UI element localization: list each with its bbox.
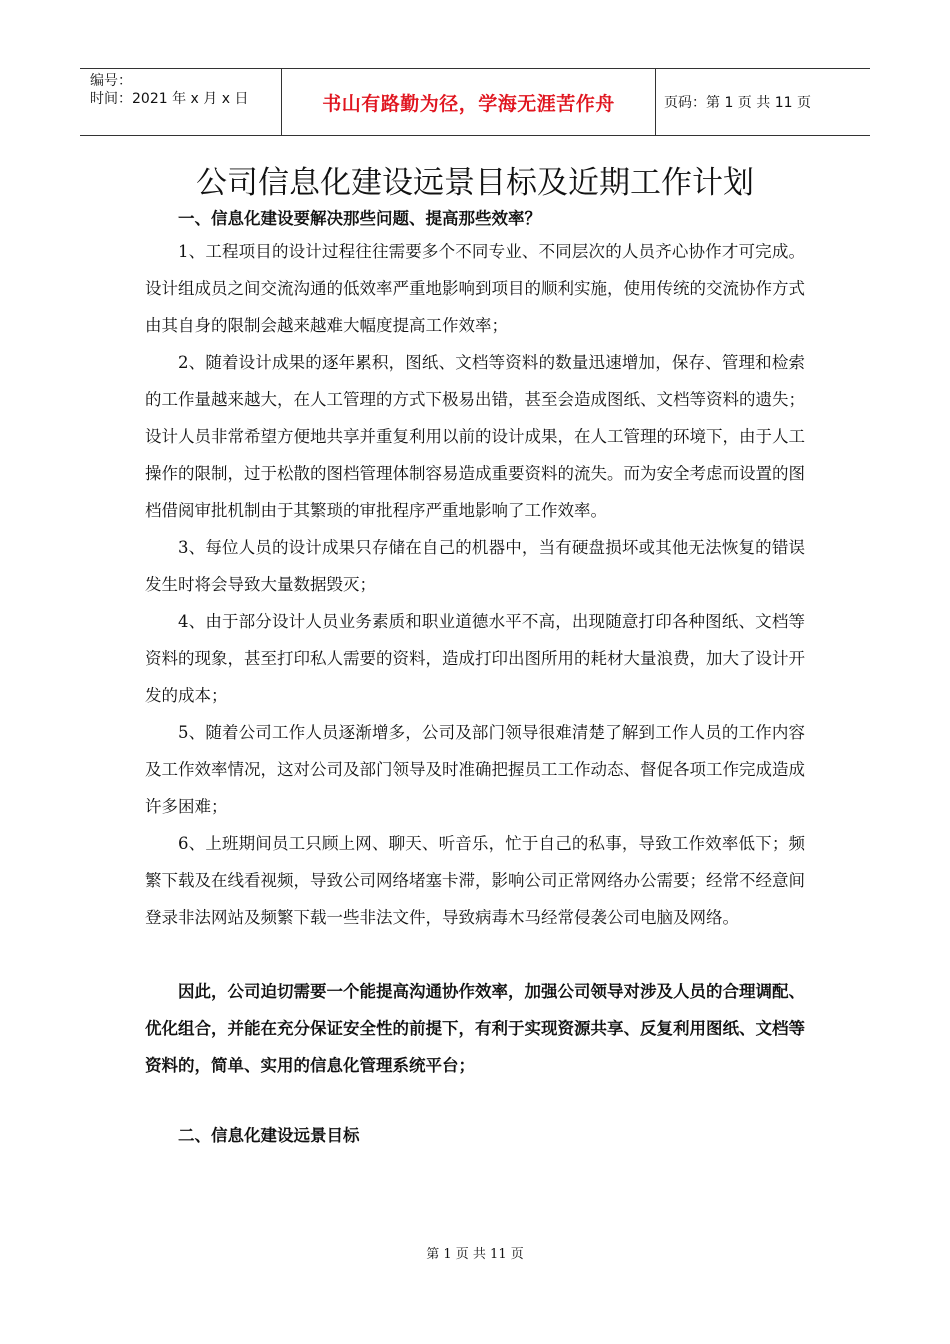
page-footer: 第 1 页 共 11 页 [426, 1247, 524, 1262]
number-label: 编号： [90, 73, 132, 89]
conclusion-paragraph: 因此，公司迫切需要一个能提高沟通协作效率，加强公司领导对涉及人员的合理调配、优化组合，并能在充分保证安全性的前提下，有利于实现资源共享、反复利用图纸、文档等资料的，简单、实用的信息化管理系统平台； [145, 982, 805, 1075]
document-header [80, 68, 870, 136]
body-paragraph: 6、上班期间员工只顾上网、聊天、听音乐，忙于自己的私事，导致工作效率低下；频繁下载及在线看视频，导致公司网络堵塞卡滞，影响公司正常网络办公需要；经常不经意间登录非法网站及频繁下载一些非法文件，导致病毒木马经常侵袭公司电脑及网络。 [145, 834, 805, 927]
header-meta [80, 69, 281, 135]
spacer [145, 1084, 805, 1122]
body-paragraph: 1、工程项目的设计过程往往需要多个不同专业、不同层次的人员齐心协作才可完成。设计组成员之间交流沟通的低效率严重地影响到项目的顺利实施，使用传统的交流协作方式由其自身的限制会越来越难大幅度提高工作效率； [145, 242, 805, 335]
document-title: 公司信息化建设远景目标及近期工作计划 [196, 165, 754, 201]
time-label: 时间：2021 年 x 月 x 日 [90, 91, 249, 107]
section-heading-1: 一、信息化建设要解决那些问题、提高那些效率？ [178, 209, 541, 228]
document-body [145, 205, 805, 1150]
header-motto: 书山有路勤为径，学海无涯苦作舟 [281, 69, 656, 135]
body-paragraph: 4、由于部分设计人员业务素质和职业道德水平不高，出现随意打印各种图纸、文档等资料的现象，甚至打印私人需要的资料，造成打印出图所用的耗材大量浪费，加大了设计开发的成本； [145, 612, 805, 705]
body-paragraph: 5、随着公司工作人员逐渐增多，公司及部门领导很难清楚了解到工作人员的工作内容及工作效率情况，这对公司及部门领导及时准确把握员工工作动态、督促各项工作完成造成许多困难； [145, 723, 805, 816]
section-heading-2: 二、信息化建设远景目标 [178, 1126, 360, 1145]
header-page-info: 页码：第 1 页 共 11 页 [664, 95, 811, 111]
body-paragraph: 2、随着设计成果的逐年累积，图纸、文档等资料的数量迅速增加，保存、管理和检索的工作量越来越大，在人工管理的方式下极易出错，甚至会造成图纸、文档等资料的遗失；设计人员非常希望方便地共享并重复利用以前的设计成果，在人工管理的环境下，由于人工操作的限制，过于松散的图档管理体制容易造成重要资料的流失。而为安全考虑而设置的图档借阅审批机制由于其繁琐的审批程序严重地影响了工作效率。 [145, 353, 805, 520]
spacer [145, 936, 805, 973]
body-paragraph: 3、每位人员的设计成果只存储在自己的机器中，当有硬盘损坏或其他无法恢复的错误发生时将会导致大量数据毁灭； [145, 538, 805, 594]
